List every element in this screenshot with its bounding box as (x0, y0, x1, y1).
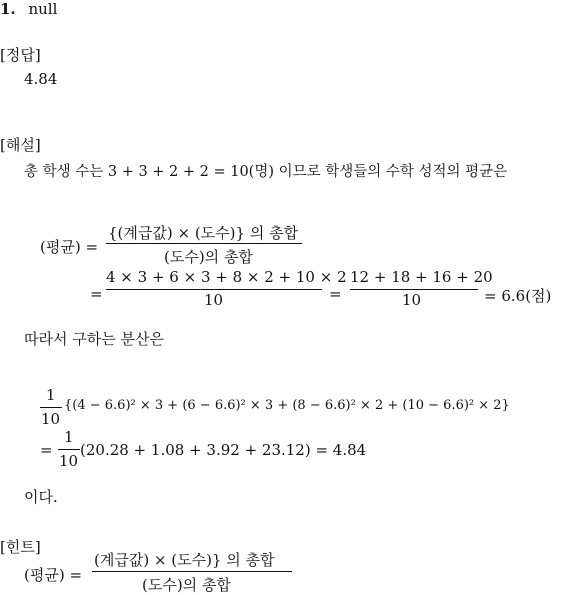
conclusion: 이다. (24, 488, 58, 506)
hint-fraction-line (92, 571, 292, 572)
hint-numerator: (계급값) × (도수)} 의 총합 (94, 551, 275, 569)
sum-numerator: 12 + 18 + 16 + 20 (350, 268, 493, 286)
problem-text: null (28, 0, 58, 18)
var-fraction2-numerator: 1 (64, 428, 74, 446)
hint-denominator: (도수)의 총합 (142, 576, 231, 594)
problem-header (0, 0, 57, 18)
var-fraction2-line (58, 449, 80, 450)
problem-number: 1. (0, 0, 16, 18)
sum-equals: = (329, 285, 342, 303)
variance-intro: 따라서 구하는 분산은 (24, 330, 164, 348)
hint-label: [힌트] (0, 538, 41, 556)
sum-denominator: 10 (402, 291, 422, 309)
calc-fraction-line (106, 289, 322, 290)
sum-fraction-line (350, 289, 478, 290)
calc-denominator: 10 (204, 291, 224, 309)
explanation-label: [해설] (0, 136, 41, 154)
mean-result: = 6.6(점) (484, 287, 552, 305)
mean-denominator: (도수)의 총합 (164, 248, 253, 266)
mean-fraction-line (106, 243, 302, 244)
calc-equals: = (90, 285, 103, 303)
mean-numerator: {(계급값) × (도수)} 의 총합 (108, 224, 299, 242)
answer-label: [정답] (0, 46, 41, 64)
var-fraction-line (40, 407, 62, 408)
hint-lhs: (평균) = (24, 566, 83, 584)
var-fraction-numerator: 1 (46, 386, 56, 404)
explanation-intro: 총 학생 수는 3 + 3 + 2 + 2 = 10(명) 이므로 학생들의 수학 성적의 평균은 (24, 164, 508, 180)
var-equals: = (40, 441, 53, 459)
var-fraction2-denominator: 10 (59, 452, 79, 470)
answer-value: 4.84 (24, 70, 58, 88)
mean-lhs: (평균) = (40, 238, 99, 256)
var-body: {(4 − 6.6)² × 3 + (6 − 6.6)² × 3 + (8 − 6.6)² × 2 + (10 − 6.6)² × 2} (64, 398, 510, 413)
var-result: (20.28 + 1.08 + 3.92 + 23.12) = 4.84 (80, 441, 367, 459)
calc-numerator: 4 × 3 + 6 × 3 + 8 × 2 + 10 × 2 (106, 268, 347, 286)
var-fraction-denominator: 10 (41, 410, 61, 428)
